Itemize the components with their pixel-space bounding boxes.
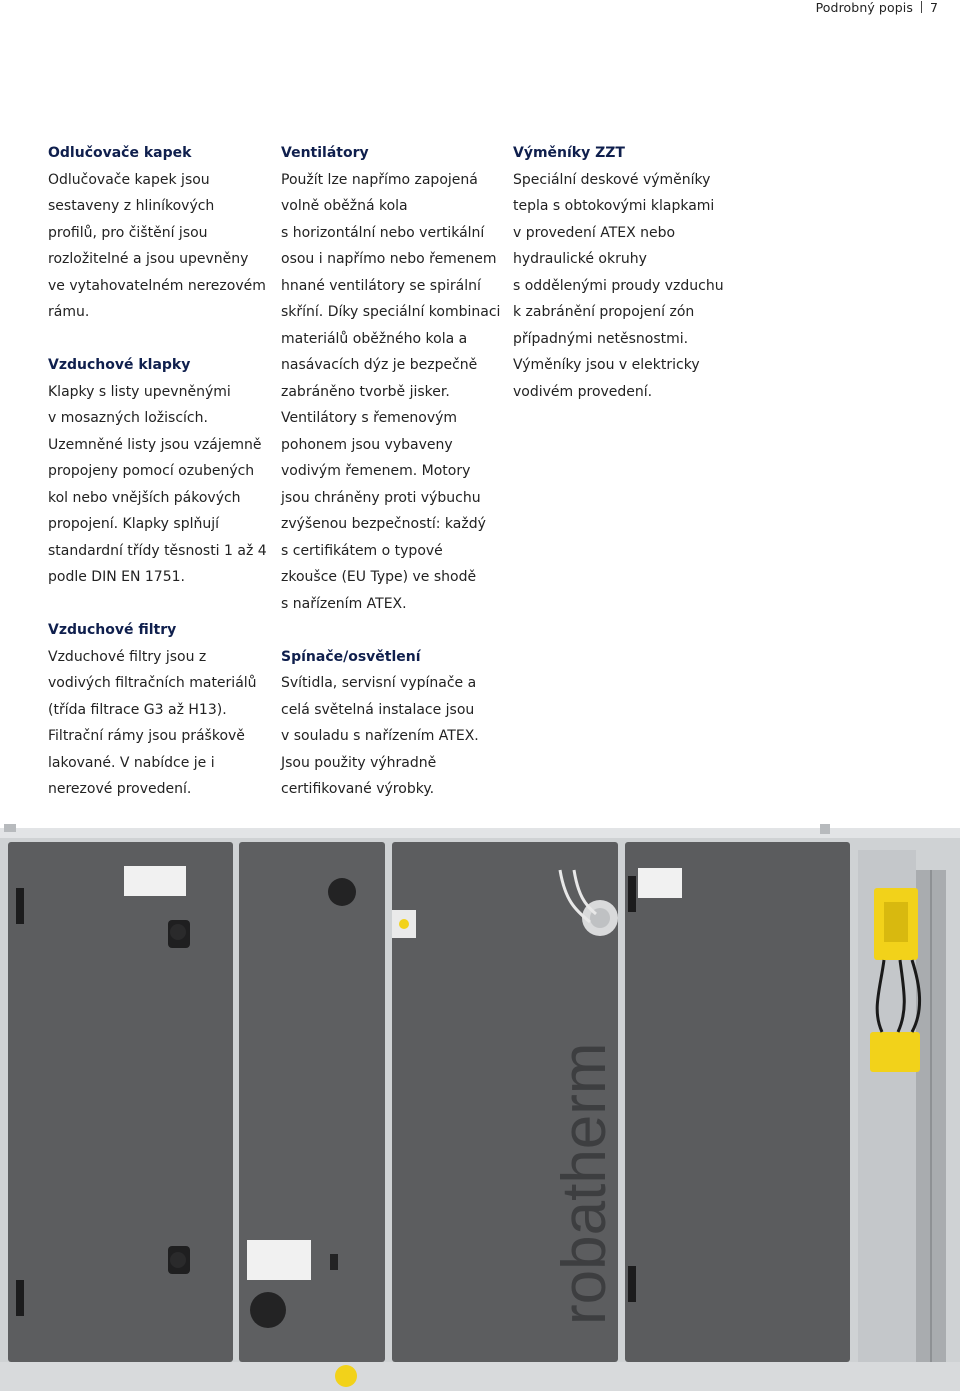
- text-line: zvýšenou bezpečností: každý: [281, 516, 486, 532]
- text-line: v souladu s nařízením ATEX.: [281, 728, 479, 744]
- section-heading: Výměníky ZZT: [513, 145, 625, 161]
- text-line: Speciální deskové výměníky: [513, 171, 711, 188]
- text-line: v mosazných ložiscích.: [48, 410, 208, 426]
- text-column-1: [48, 140, 267, 829]
- text-line: certifikované výrobky.: [281, 781, 435, 797]
- text-line: Svítidla, servisní vypínače a: [281, 675, 477, 691]
- lifting-tab: [820, 824, 830, 834]
- page-header: [816, 0, 938, 14]
- air-handling-unit-photo: [0, 810, 960, 1391]
- text-column-2: [281, 140, 506, 829]
- brand-logo-text: robatherm: [550, 1042, 619, 1325]
- section-spinace-osvetleni: [281, 644, 506, 803]
- door-handle: [168, 1246, 190, 1274]
- text-line: jsou chráněny proti výbuchu: [281, 489, 481, 506]
- section-heading: Vzduchové klapky: [48, 357, 191, 373]
- unit-base-rail: [0, 1362, 960, 1391]
- hinge: [628, 1266, 636, 1302]
- section-heading: Spínače/osvětlení: [281, 648, 421, 665]
- section-heading: Vzduchové filtry: [48, 622, 177, 638]
- header-section-title: Podrobný popis: [815, 0, 913, 15]
- section-odlucovace-kapek: [48, 140, 266, 326]
- text-line: s oddělenými proudy vzduchu: [513, 277, 724, 294]
- text-line: nerezové provedení.: [48, 781, 192, 797]
- text-line: Uzemněné listy jsou vzájemně: [48, 436, 262, 453]
- text-line: materiálů oběžného kola a: [281, 330, 468, 347]
- text-line: s horizontální nebo vertikální: [281, 224, 485, 241]
- text-line: volně oběžná kola: [281, 198, 408, 214]
- text-line: zabráněno tvorbě jisker.: [281, 383, 450, 400]
- text-line: vodivých filtračních materiálů: [48, 675, 257, 691]
- text-line: propojeny pomocí ozubených: [48, 463, 255, 479]
- text-column-3: [513, 140, 733, 432]
- text-line: celá světelná instalace jsou: [281, 701, 475, 718]
- section-vymeniky-zzt: [513, 140, 733, 405]
- text-line: propojení. Klapky splňují: [48, 516, 219, 532]
- section-heading: Ventilátory: [281, 145, 369, 161]
- unit-top-rail: [0, 828, 960, 838]
- text-line: podle DIN EN 1751.: [48, 569, 185, 585]
- text-line: Filtrační rámy jsou práškově: [48, 728, 245, 744]
- hinge: [16, 1280, 24, 1316]
- text-line: k zabránění propojení zón: [513, 304, 695, 320]
- rating-plate: [124, 866, 186, 896]
- text-line: s nařízením ATEX.: [281, 595, 407, 612]
- text-line: vodivém provedení.: [513, 383, 653, 400]
- rating-plate: [638, 868, 682, 898]
- text-line: profilů, pro čištění jsou: [48, 224, 208, 241]
- text-line: Vzduchové filtry jsou z: [48, 648, 207, 665]
- section-ventilatory: [281, 140, 506, 617]
- text-line: hydraulické okruhy: [513, 251, 647, 267]
- base-marker: [335, 1365, 357, 1387]
- door-knob: [250, 1292, 286, 1328]
- text-line: rozložitelné a jsou upevněny: [48, 251, 249, 267]
- text-line: (třída filtrace G3 až H13).: [48, 701, 227, 718]
- text-line: zkoušce (EU Type) ve shodě: [281, 569, 477, 585]
- page-number: 7: [929, 0, 938, 15]
- door-knob: [328, 878, 356, 906]
- text-line: případnými netěsnostmi.: [513, 330, 689, 347]
- text-line: nasávacích dýz je bezpečně: [281, 357, 478, 373]
- text-line: hnané ventilátory se spirální: [281, 277, 481, 294]
- section-vzduchove-klapky: [48, 352, 267, 591]
- text-line: osou i napřímo nebo řemenem: [281, 251, 497, 267]
- text-line: skříní. Díky speciální kombinaci: [281, 304, 501, 320]
- door-handle: [168, 920, 190, 948]
- text-line: lakované. V nabídce je i: [48, 754, 215, 771]
- text-line: Použít lze napřímo zapojená: [281, 171, 478, 188]
- lifting-tab: [4, 824, 16, 832]
- hinge: [628, 876, 636, 912]
- door-panel-2: [239, 842, 385, 1362]
- text-line: pohonem jsou vybaveny: [281, 436, 453, 453]
- hinge: [16, 888, 24, 924]
- text-line: v provedení ATEX nebo: [513, 224, 676, 241]
- rating-plate: [247, 1240, 311, 1280]
- door-panel-1: [8, 842, 233, 1362]
- text-line: Výměníky jsou v elektricky: [513, 357, 700, 373]
- header-divider: [921, 1, 922, 13]
- text-line: Ventilátory s řemenovým: [281, 410, 458, 426]
- text-line: standardní třídy těsnosti 1 až 4: [48, 542, 267, 559]
- text-line: tepla s obtokovými klapkami: [513, 198, 715, 214]
- junction-box: [870, 1032, 920, 1072]
- text-line: s certifikátem o typové: [281, 542, 443, 559]
- text-line: kol nebo vnějších pákových: [48, 489, 241, 506]
- section-vzduchove-filtry: [48, 617, 263, 803]
- text-line: Odlučovače kapek jsou: [48, 171, 210, 188]
- text-line: vodivým řemenem. Motory: [281, 463, 471, 479]
- text-line: Klapky s listy upevněnými: [48, 383, 231, 400]
- text-line: Jsou použity výhradně: [281, 754, 437, 771]
- text-line: rámu.: [48, 304, 90, 320]
- text-line: sestaveny z hliníkových: [48, 198, 215, 214]
- text-line: ve vytahovatelném nerezovém: [48, 277, 266, 294]
- door-panel-4: [625, 842, 850, 1362]
- section-heading: Odlučovače kapek: [48, 145, 192, 161]
